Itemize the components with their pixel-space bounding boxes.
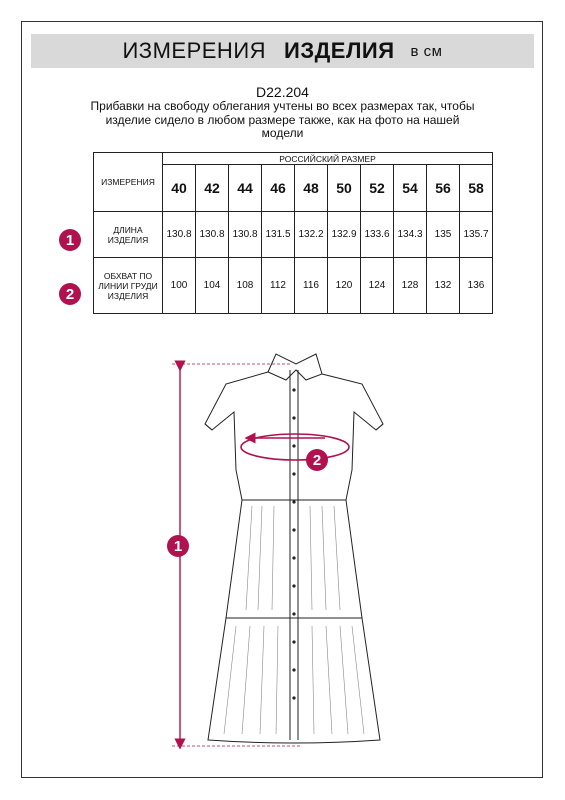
size-cell: 52 — [361, 165, 394, 212]
size-cell: 40 — [163, 165, 196, 212]
row-label-chest: ОБХВАТ ПО ЛИНИИ ГРУДИ ИЗДЕЛИЯ — [94, 258, 163, 314]
value-cell: 130.8 — [196, 212, 229, 258]
value-cell: 128 — [394, 258, 427, 314]
value-cell: 132 — [427, 258, 460, 314]
value-cell: 132.2 — [295, 212, 328, 258]
diagram-badge-length: 1 — [167, 535, 189, 557]
size-cell: 50 — [328, 165, 361, 212]
value-cell: 130.8 — [163, 212, 196, 258]
size-cell: 42 — [196, 165, 229, 212]
size-cell: 54 — [394, 165, 427, 212]
size-cell: 46 — [262, 165, 295, 212]
diagram-badge-chest: 2 — [306, 449, 328, 471]
value-cell: 116 — [295, 258, 328, 314]
row-badge-length: 1 — [59, 229, 81, 251]
row-header-label: ИЗМЕРЕНИЯ — [94, 153, 163, 212]
row-label-length: ДЛИНА ИЗДЕЛИЯ — [94, 212, 163, 258]
value-cell: 135 — [427, 212, 460, 258]
product-code: D22.204 — [256, 84, 309, 100]
value-cell: 136 — [460, 258, 493, 314]
header-unit: в см — [410, 42, 443, 60]
size-cell: 44 — [229, 165, 262, 212]
value-cell: 112 — [262, 258, 295, 314]
buttons — [292, 388, 295, 699]
value-cell: 124 — [361, 258, 394, 314]
value-cell: 120 — [328, 258, 361, 314]
value-cell: 133.6 — [361, 212, 394, 258]
value-cell: 131.5 — [262, 212, 295, 258]
row-badge-chest: 2 — [59, 283, 81, 305]
size-cell: 48 — [295, 165, 328, 212]
value-cell: 132.9 — [328, 212, 361, 258]
gather-lines — [224, 506, 364, 734]
header-title-light: ИЗМЕРЕНИЯ — [122, 38, 267, 63]
value-cell: 104 — [196, 258, 229, 314]
value-cell: 100 — [163, 258, 196, 314]
size-cell: 56 — [427, 165, 460, 212]
value-cell: 130.8 — [229, 212, 262, 258]
value-cell: 108 — [229, 258, 262, 314]
fit-note: Прибавки на свободу облегания учтены во всех размерах так, чтобы изделие сидело в любом размере также, как на фото на нашей модели — [90, 99, 475, 140]
size-cell: 58 — [460, 165, 493, 212]
header-title-bold: ИЗДЕЛИЯ — [284, 38, 395, 63]
value-cell: 134.3 — [394, 212, 427, 258]
value-cell: 135.7 — [460, 212, 493, 258]
size-group-label: РОССИЙСКИЙ РАЗМЕР — [163, 153, 493, 165]
dress-outline — [205, 354, 383, 743]
